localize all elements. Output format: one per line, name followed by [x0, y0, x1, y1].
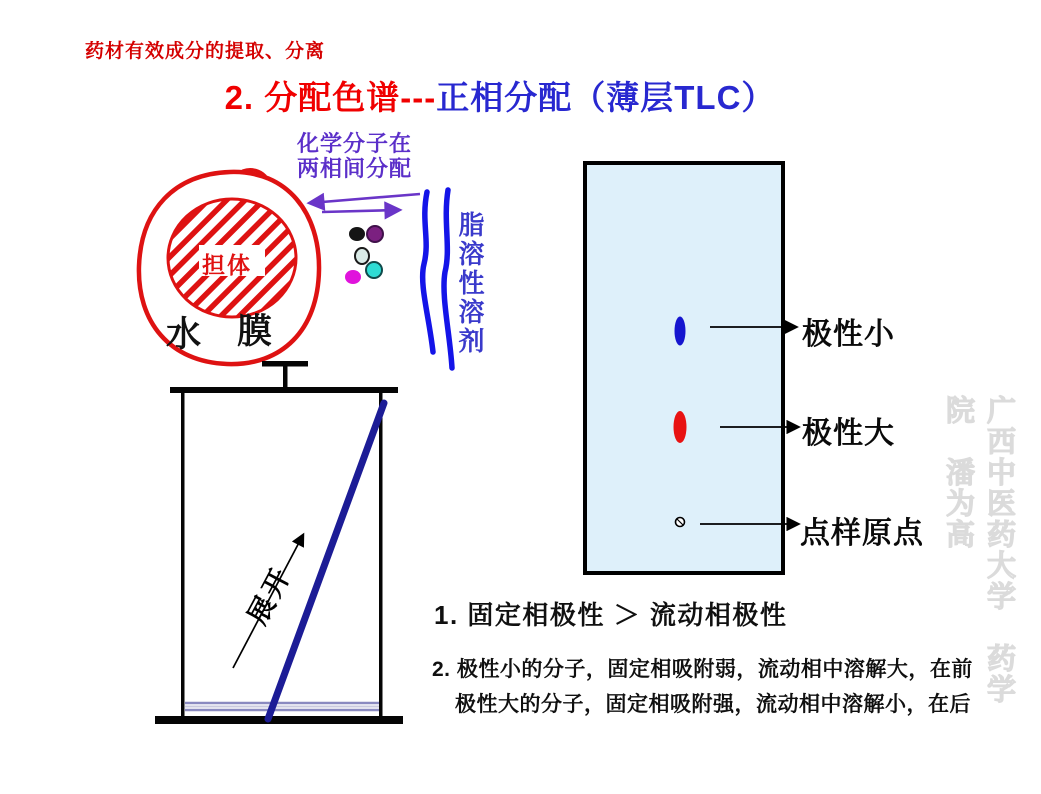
slide-title [150, 72, 850, 119]
phase-caption-line2: 两相间分配 [297, 156, 413, 181]
membrane-label: 膜 [237, 312, 273, 351]
large-polarity-spot [674, 411, 687, 443]
arrow-to-water-phase [310, 194, 420, 203]
tlc-label-origin: 点样原点 [800, 517, 924, 550]
purple-molecule [367, 226, 383, 242]
magenta-molecule [345, 270, 361, 284]
solvent-wavy-line-left [423, 192, 433, 352]
lid-knob-bar [262, 361, 308, 367]
molecule-dots [345, 226, 383, 284]
equilibrium-arrows [310, 194, 420, 212]
chamber-left-wall [181, 393, 185, 717]
chamber-right-wall [379, 393, 383, 717]
title-blue-part: 正相分配（薄层TLC） [436, 79, 776, 116]
chamber-lid [170, 387, 398, 393]
watermark: 广西中医药大学 药学院 潘为高 [942, 395, 1015, 705]
pale-molecule [355, 248, 369, 264]
tlc-label-small-polarity: 极性小 [802, 318, 895, 351]
phase-partition-caption [297, 131, 447, 181]
carrier-label: 担体 [202, 253, 252, 278]
chamber-base [155, 716, 403, 724]
note-line-2: 2. 极性小的分子，固定相吸附弱，流动相中溶解大，在前 [432, 658, 973, 681]
note-line-3: 极性大的分子，固定相吸附强，流动相中溶解小，在后 [455, 693, 971, 716]
lid-knob-stem [283, 366, 288, 390]
header-topic: 药材有效成分的提取、分离 [85, 41, 326, 62]
tlc-plate [585, 163, 783, 573]
developing-chamber [155, 361, 403, 724]
develop-label: 展开 [242, 560, 298, 630]
tlc-plate-diagram [585, 163, 798, 573]
arrow-to-solvent-phase [322, 210, 399, 212]
note-line-1: 1. 固定相极性 ＞ 流动相极性 [434, 600, 788, 630]
solvent-wavy-lines [423, 190, 452, 368]
tlc-label-large-polarity: 极性大 [802, 417, 895, 450]
phase-caption-line1: 化学分子在 [297, 131, 413, 156]
cyan-molecule [366, 262, 382, 278]
lipophilic-solvent-label: 脂溶性溶剂 [455, 211, 484, 356]
small-polarity-spot [675, 317, 686, 346]
water-label: 水 [166, 315, 202, 354]
black-molecule [349, 227, 365, 241]
title-red-part: 2. 分配色谱--- [224, 79, 437, 116]
